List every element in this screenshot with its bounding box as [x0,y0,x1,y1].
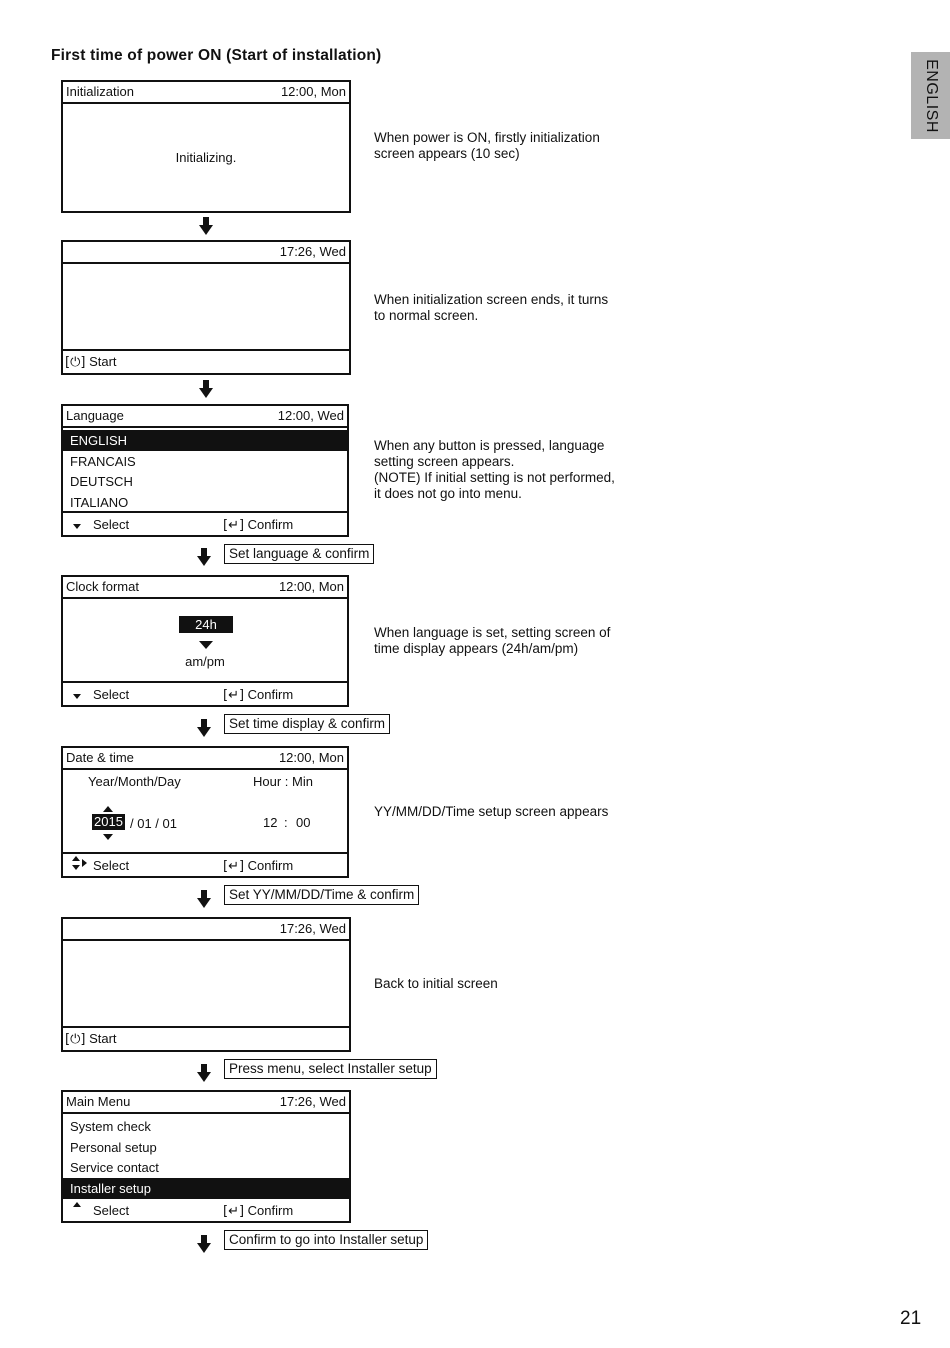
menu-item-installer-setup[interactable] [63,1178,349,1199]
initializing-text: Initializing. [175,150,237,165]
down-arrow-icon [197,890,211,908]
description-line: When initialization screen ends, it turns [374,292,609,307]
down-arrow-icon [199,380,213,398]
description-2 [374,292,608,324]
screen-clock: 17:26, Wed [279,921,346,936]
up-triangle-icon [73,1202,81,1207]
menu-item-label: Installer setup [70,1181,151,1196]
screen-footer [63,349,349,373]
screen-title: Initialization [66,84,134,99]
language-option-deutsch[interactable] [63,471,347,492]
confirm-label: Confirm [247,1203,294,1218]
down-arrow-icon [197,1064,211,1082]
description-line: setting screen appears. [374,454,515,469]
confirm-label: Confirm [247,687,294,702]
year-field[interactable]: 2015 [94,814,123,829]
screen-clock: 12:00, Wed [277,408,344,423]
menu-item-service-contact[interactable] [63,1157,349,1178]
select-label: Select [93,1203,130,1218]
screen-header [63,919,349,941]
clock-format-screen [61,575,349,707]
step-label-2: Set time display & confirm [224,714,390,734]
menu-item-label: Service contact [70,1160,159,1175]
down-triangle-icon [73,694,81,699]
enter-icon: [↵] [223,1204,245,1219]
screen-header [63,748,347,770]
time-separator: : [284,815,288,830]
confirm-button[interactable] [223,858,293,874]
screen-title: Main Menu [66,1094,131,1109]
power-icon: [⏻] [65,1032,86,1047]
main-menu-screen [61,1090,351,1223]
start-label: Start [89,1031,117,1046]
power-icon: [⏻] [65,355,86,370]
menu-item-system-check[interactable] [63,1116,349,1137]
down-triangle-icon [103,834,113,840]
screen-title: Date & time [66,750,134,765]
down-triangle-icon [199,641,213,649]
description-line: When power is ON, firstly initialization [374,130,600,145]
page-number: 21 [900,1308,922,1329]
down-arrow-icon [197,719,211,737]
menu-item-label: Personal setup [70,1140,157,1155]
screen-clock: 12:00, Mon [278,579,344,594]
description-3 [374,438,615,502]
confirm-label: Confirm [247,858,294,873]
language-option-francais[interactable] [63,451,347,472]
initialization-screen [61,80,351,213]
language-option-italiano[interactable] [63,492,347,513]
option-label: ENGLISH [70,433,128,448]
language-tab-label: ENGLISH [922,58,940,133]
start-button[interactable] [65,354,117,370]
month-day-field[interactable]: / 01 / 01 [130,816,177,831]
date-column-label: Year/Month/Day [88,774,181,789]
language-option-english[interactable] [63,430,347,451]
down-triangle-icon [72,865,80,870]
description-1 [374,130,600,162]
screen-footer [63,1197,349,1221]
enter-icon: [↵] [223,688,245,703]
step-label-1: Set language & confirm [224,544,374,564]
screen-header [63,577,347,599]
option-label: ITALIANO [70,495,129,510]
option-label: DEUTSCH [70,474,133,489]
start-label: Start [89,354,117,369]
date-time-screen [61,746,349,878]
description-4 [374,625,610,657]
screen-title: Clock format [66,579,139,594]
screen-header [63,1092,349,1114]
step-label-4: Press menu, select Installer setup [224,1059,437,1079]
screen-title: Language [66,408,124,423]
screen-clock: 17:26, Wed [279,244,346,259]
down-arrow-icon [197,1235,211,1253]
confirm-label: Confirm [247,517,294,532]
language-screen [61,404,349,537]
down-triangle-icon [73,524,81,529]
description-line: to normal screen. [374,308,479,323]
format-option-24h[interactable]: 24h [179,616,233,633]
description-5 [374,804,608,820]
description-line: When any button is pressed, language [374,438,605,453]
language-tab [911,52,950,139]
confirm-button[interactable] [223,687,293,703]
screen-header [63,82,349,104]
screen-footer [63,681,347,705]
screen-footer [63,511,347,535]
select-label: Select [93,858,130,873]
normal-screen-return [61,917,351,1052]
up-triangle-icon [103,806,113,812]
description-line: screen appears (10 sec) [374,146,520,161]
screen-footer [63,852,347,876]
select-label: Select [93,517,130,532]
select-label: Select [93,687,130,702]
screen-clock: 12:00, Mon [278,750,344,765]
description-line: (NOTE) If initial setting is not performed, [374,470,615,485]
description-line: time display appears (24h/am/pm) [374,641,579,656]
up-triangle-icon [72,856,80,861]
description-6 [374,976,498,992]
description-line: YY/MM/DD/Time setup screen appears [374,804,609,819]
start-button[interactable] [65,1031,117,1047]
down-arrow-icon [197,548,211,566]
screen-header [63,406,347,428]
right-triangle-icon [82,859,87,867]
confirm-button[interactable] [223,517,293,533]
minute-field[interactable]: 00 [296,815,311,830]
menu-item-label: System check [70,1119,151,1134]
enter-icon: [↵] [223,518,245,533]
hour-field[interactable]: 12 [263,815,278,830]
description-line: it does not go into menu. [374,486,522,501]
page-heading: First time of power ON (Start of installation) [51,47,382,64]
screen-clock: 17:26, Wed [279,1094,346,1109]
format-option-ampm[interactable]: am/pm [185,654,225,669]
step-label-3: Set YY/MM/DD/Time & confirm [224,885,419,905]
screen-clock: 12:00, Mon [280,84,346,99]
step-label-5: Confirm to go into Installer setup [224,1230,428,1250]
description-line: Back to initial screen [374,976,498,991]
screen-header [63,242,349,264]
option-label: FRANCAIS [70,454,136,469]
down-arrow-icon [199,217,213,235]
confirm-button[interactable] [223,1203,293,1219]
description-line: When language is set, setting screen of [374,625,611,640]
menu-item-personal-setup[interactable] [63,1137,349,1158]
time-column-label: Hour : Min [253,774,313,789]
enter-icon: [↵] [223,859,245,874]
normal-screen [61,240,351,375]
screen-footer [63,1026,349,1050]
